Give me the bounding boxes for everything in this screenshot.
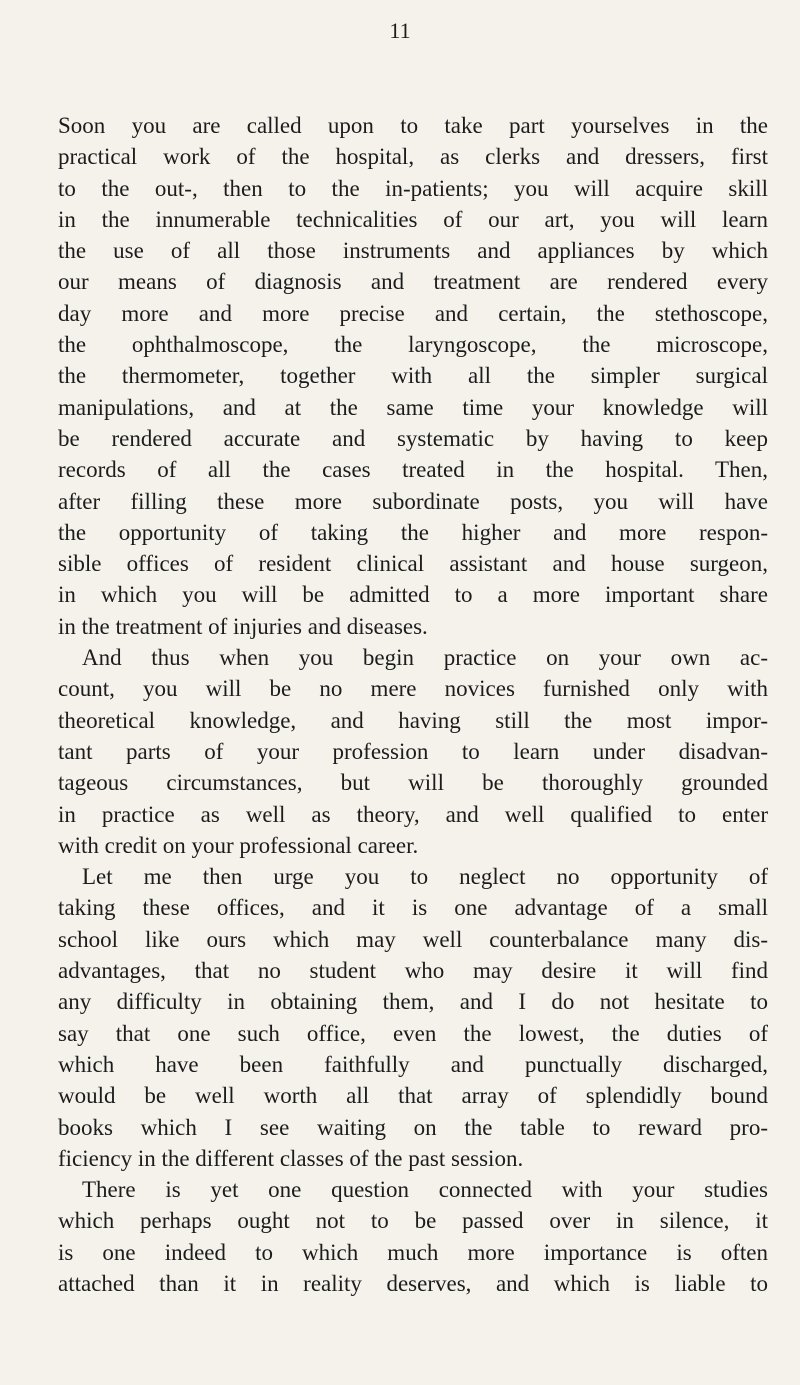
text-line: Let me then urge you to neglect no opportunity of (82, 864, 768, 890)
text-line: tant parts of your profession to learn under disadvan- (58, 738, 768, 764)
text-line: books which I see waiting on the table to reward pro- (58, 1114, 768, 1140)
text-line: advantages, that no student who may desire it will find (58, 958, 768, 984)
text-line: school like ours which may well counterbalance many dis- (58, 926, 768, 952)
text-line: in the innumerable technicalities of our art, you will learn (58, 206, 768, 232)
text-line: attached than it in reality deserves, and which is liable to (58, 1270, 768, 1296)
text-line: with credit on your professional career. (58, 832, 419, 858)
text-line: sible offices of resident clinical assistant and house surgeon, (58, 551, 768, 577)
text-line: in the treatment of injuries and diseases. (58, 613, 428, 639)
text-line: say that one such office, even the lowest, the duties of (58, 1020, 768, 1046)
text-line: would be well worth all that array of splendidly bound (58, 1083, 768, 1109)
text-line: in practice as well as theory, and well qualified to enter (58, 801, 768, 827)
text-line: the use of all those instruments and appliances by which (58, 238, 768, 264)
page-number: 11 (389, 18, 411, 43)
text-line: taking these offices, and it is one advantage of a small (58, 895, 768, 921)
text-line: count, you will be no mere novices furnished only with (58, 676, 768, 702)
text-line: in which you will be admitted to a more important share (58, 582, 768, 608)
text-line: our means of diagnosis and treatment are rendered every (58, 269, 768, 295)
text-line: the ophthalmoscope, the laryngoscope, the microscope, (58, 332, 768, 358)
text-line: be rendered accurate and systematic by having to keep (58, 425, 768, 451)
text-line: ficiency in the different classes of the past session. (58, 1145, 524, 1171)
text-line: which have been faithfully and punctually discharged, (58, 1051, 768, 1077)
text-line: the opportunity of taking the higher and more respon- (58, 519, 768, 545)
text-line: to the out-, then to the in-patients; you will acquire skill (58, 175, 768, 201)
text-line: day more and more precise and certain, the stethoscope, (58, 300, 768, 326)
text-line: Soon you are called upon to take part yourselves in the (58, 113, 768, 138)
text-line: There is yet one question connected with your studies (82, 1177, 768, 1203)
text-line: practical work of the hospital, as clerks and dressers, first (58, 144, 768, 170)
text-line: manipulations, and at the same time your knowledge will (58, 394, 768, 420)
text-line: the thermometer, together with all the simpler surgical (58, 363, 768, 389)
text-line: any difficulty in obtaining them, and I do not hesitate to (58, 989, 768, 1015)
text-line: after filling these more subordinate posts, you will have (58, 488, 768, 514)
text-line: records of all the cases treated in the hospital. Then, (58, 457, 768, 483)
text-line: tageous circumstances, but will be thoroughly grounded (58, 770, 768, 796)
text-line: is one indeed to which much more importance is often (58, 1239, 768, 1265)
text-line: which perhaps ought not to be passed over in silence, it (58, 1208, 768, 1234)
text-line: theoretical knowledge, and having still the most impor- (58, 707, 768, 733)
body-text (58, 110, 768, 1299)
text-line: And thus when you begin practice on your own ac- (82, 645, 768, 671)
